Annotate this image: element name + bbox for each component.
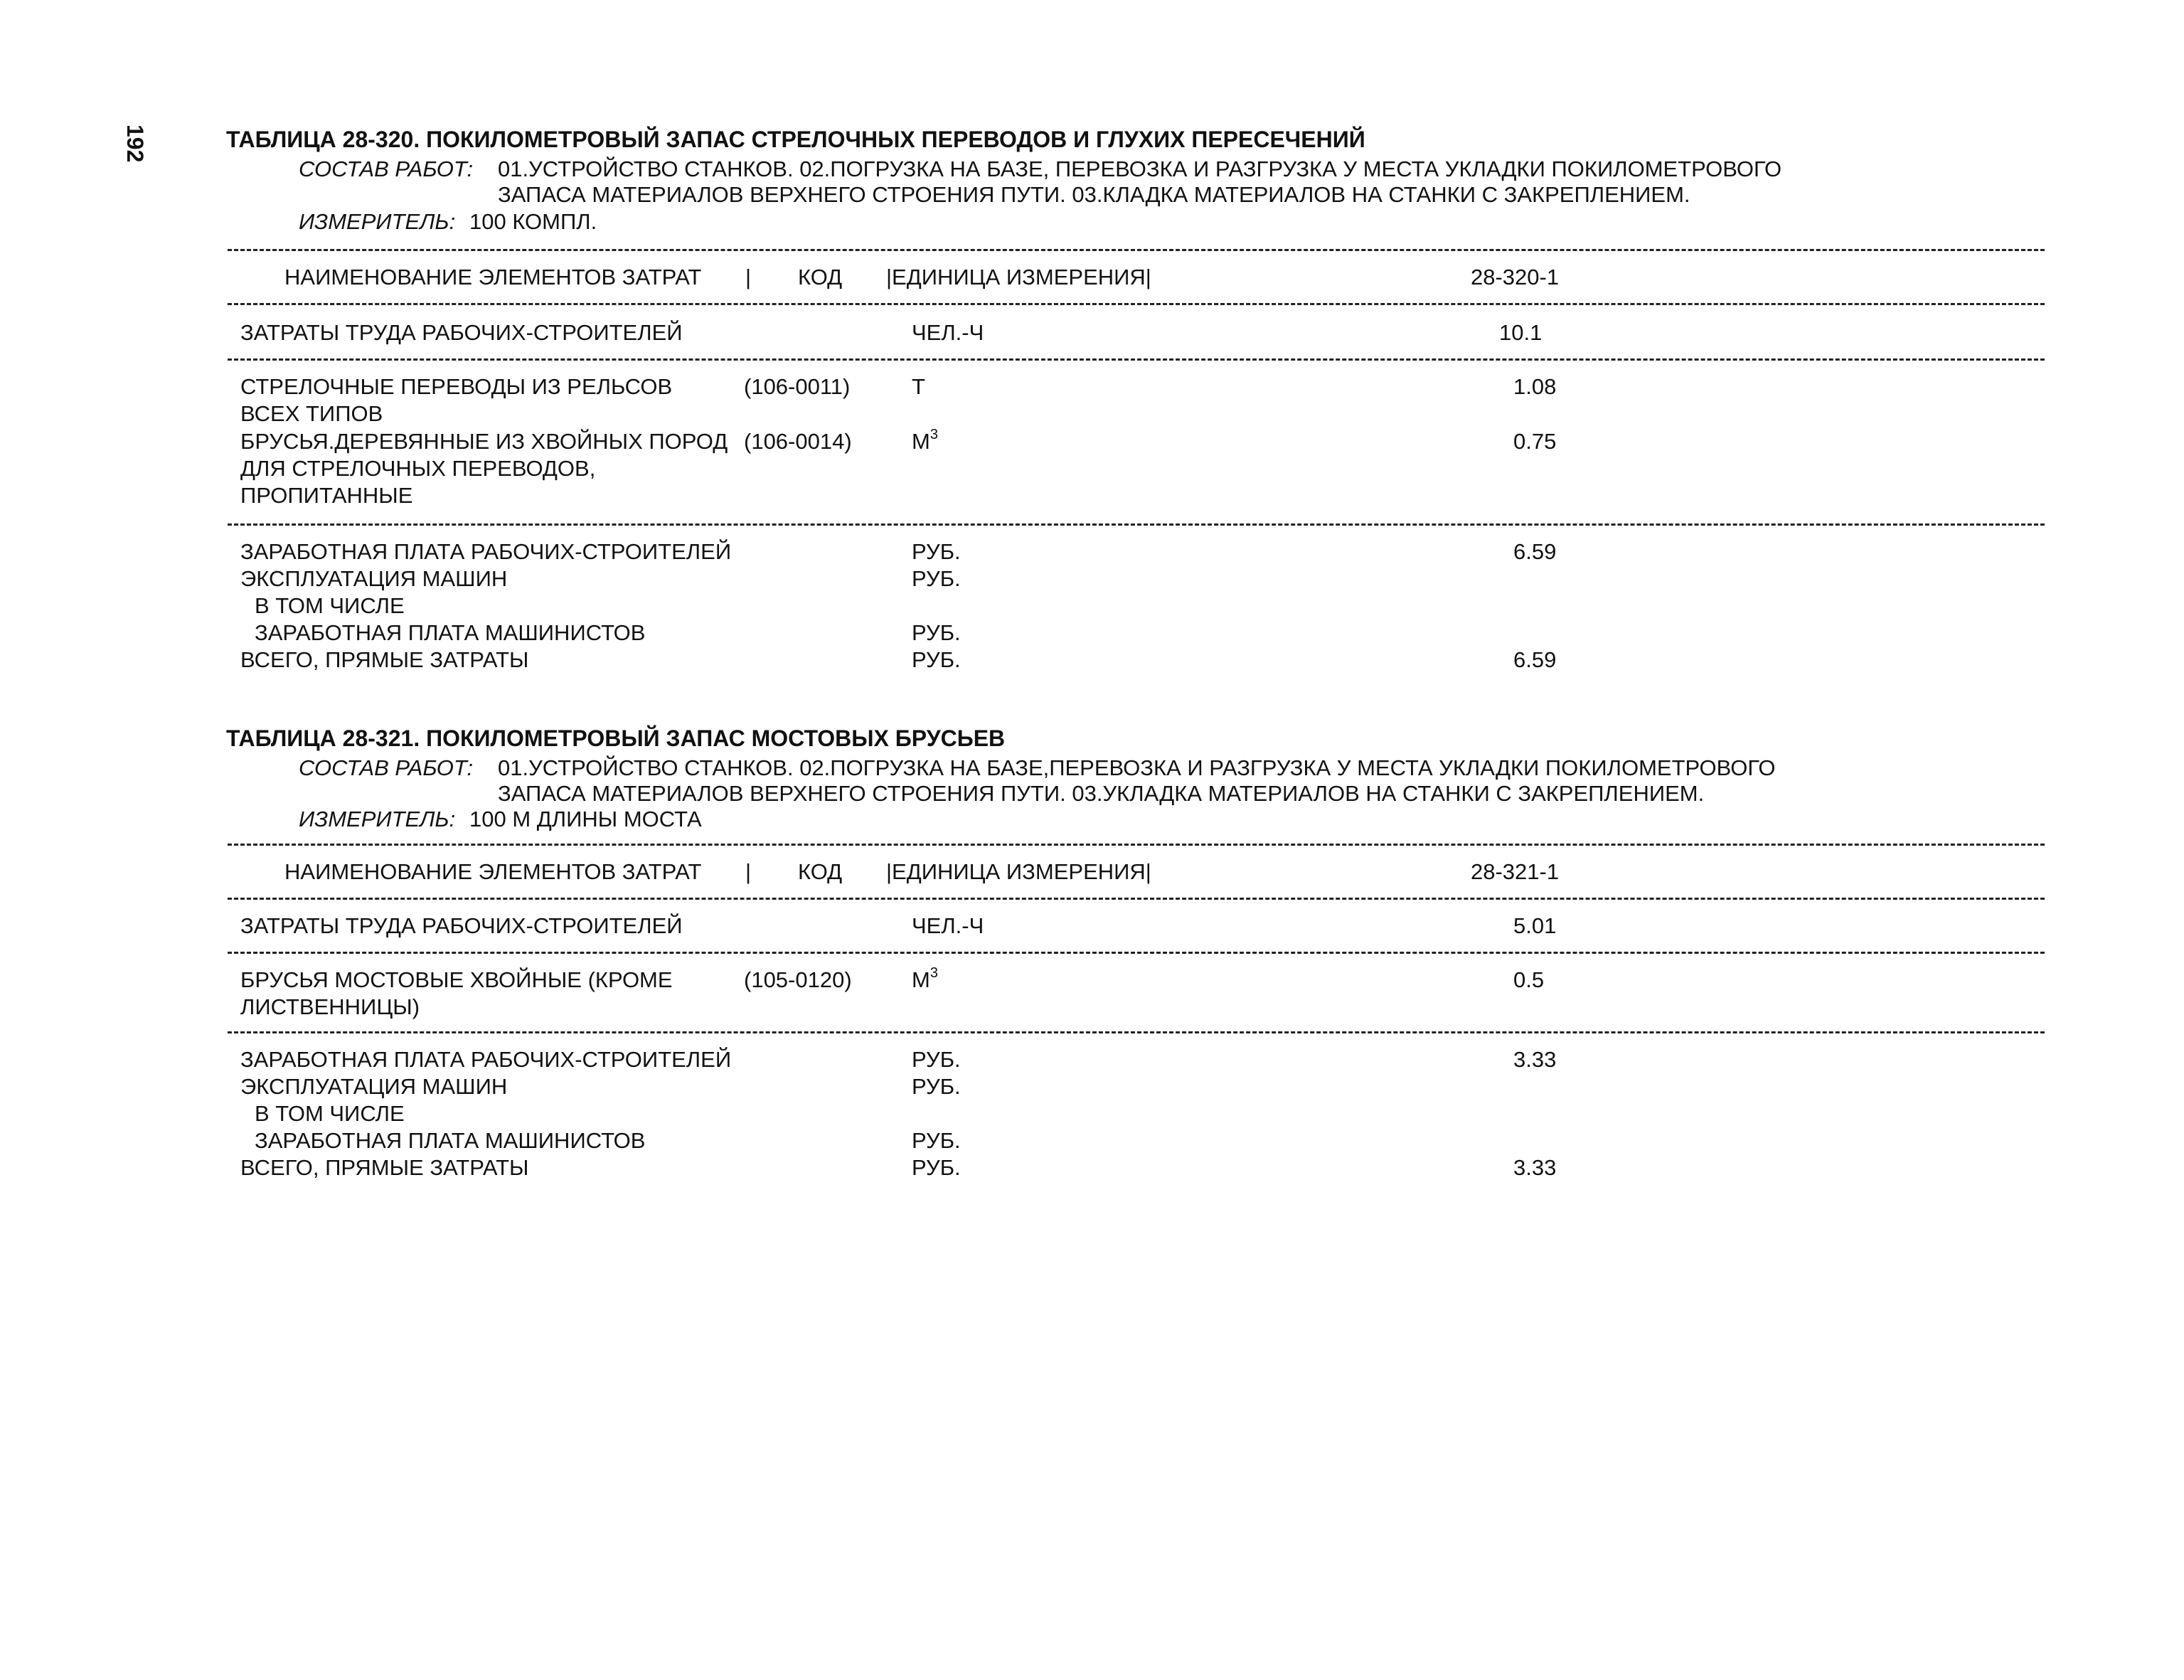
row-name: СТРЕЛОЧНЫЕ ПЕРЕВОДЫ ИЗ РЕЛЬСОВ	[240, 374, 673, 399]
work-composition-line: 01.УСТРОЙСТВО СТАНКОВ. 02.ПОГРУЗКА НА БАЗЕ, ПЕРЕВОЗКА И РАЗГРУЗКА У МЕСТА УКЛАДКИ ПОКИЛОМЕТРОВОГО	[498, 156, 1782, 181]
row-unit: ЧЕЛ.-Ч	[912, 320, 984, 345]
row-unit: РУБ.	[912, 566, 961, 591]
divider	[228, 358, 2045, 361]
row-name: БРУСЬЯ МОСТОВЫЕ ХВОЙНЫЕ (КРОМЕ	[240, 967, 673, 992]
divider	[228, 303, 2045, 305]
header-norm-code: 28-320-1	[1471, 265, 1560, 289]
row-name: ДЛЯ СТРЕЛОЧНЫХ ПЕРЕВОДОВ,	[240, 456, 596, 481]
row-name: ВСЕГО, ПРЯМЫЕ ЗАТРАТЫ	[240, 647, 529, 672]
row-unit: $М^3$	[912, 965, 938, 992]
row-name: БРУСЬЯ.ДЕРЕВЯННЫЕ ИЗ ХВОЙНЫХ ПОРОД	[240, 429, 728, 454]
header-separator: |	[745, 265, 752, 289]
row-value: 6.59	[1513, 539, 1557, 564]
work-composition-line: ЗАПАСА МАТЕРИАЛОВ ВЕРХНЕГО СТРОЕНИЯ ПУТИ. 03.УКЛАДКА МАТЕРИАЛОВ НА СТАНКИ С ЗАКРЕПЛЕНИЕМ.	[498, 781, 1705, 806]
divider	[228, 898, 2045, 900]
header-separator: |	[745, 859, 752, 884]
row-value: 3.33	[1513, 1155, 1557, 1180]
row-value: 6.59	[1513, 647, 1557, 672]
row-name: ВСЕХ ТИПОВ	[240, 401, 383, 426]
measure-label: ИЗМЕРИТЕЛЬ:	[299, 209, 456, 234]
row-name: ЗАРАБОТНАЯ ПЛАТА РАБОЧИХ-СТРОИТЕЛЕЙ	[240, 539, 732, 564]
row-name: ВСЕГО, ПРЯМЫЕ ЗАТРАТЫ	[240, 1155, 529, 1180]
row-name: ЗАРАБОТНАЯ ПЛАТА МАШИНИСТОВ	[255, 1128, 646, 1153]
row-unit: $М^3$	[912, 427, 938, 454]
header-code: КОД	[798, 265, 843, 289]
divider	[228, 523, 2045, 526]
measure-label: ИЗМЕРИТЕЛЬ:	[299, 807, 456, 831]
row-value: 10.1	[1499, 320, 1543, 345]
header-name: НАИМЕНОВАНИЕ ЭЛЕМЕНТОВ ЗАТРАТ	[284, 265, 702, 289]
row-unit: РУБ.	[912, 1047, 961, 1072]
row-value: 5.01	[1513, 913, 1557, 938]
header-code: КОД	[798, 859, 843, 884]
row-value: 0.5	[1513, 967, 1545, 992]
header-unit: |ЕДИНИЦА ИЗМЕРЕНИЯ|	[886, 265, 1151, 289]
row-code: (105-0120)	[744, 967, 852, 992]
work-composition-line: 01.УСТРОЙСТВО СТАНКОВ. 02.ПОГРУЗКА НА БАЗЕ,ПЕРЕВОЗКА И РАЗГРУЗКА У МЕСТА УКЛАДКИ ПОКИЛОМЕТРОВОГО	[498, 755, 1776, 780]
row-value: 3.33	[1513, 1047, 1557, 1072]
row-name: ЗАРАБОТНАЯ ПЛАТА МАШИНИСТОВ	[255, 620, 646, 645]
row-name: ЗАТРАТЫ ТРУДА РАБОЧИХ-СТРОИТЕЛЕЙ	[240, 320, 683, 345]
page-number: 192	[122, 124, 148, 163]
divider	[228, 1031, 2045, 1033]
row-name: ЗАТРАТЫ ТРУДА РАБОЧИХ-СТРОИТЕЛЕЙ	[240, 913, 683, 938]
divider	[228, 249, 2045, 251]
table-title: ТАБЛИЦА 28-321. ПОКИЛОМЕТРОВЫЙ ЗАПАС МОСТОВЫХ БРУСЬЕВ	[226, 725, 1006, 751]
row-value: 0.75	[1513, 429, 1557, 454]
row-name: В ТОМ ЧИСЛЕ	[255, 593, 405, 618]
header-unit: |ЕДИНИЦА ИЗМЕРЕНИЯ|	[886, 859, 1151, 884]
row-name: ЭКСПЛУАТАЦИЯ МАШИН	[240, 566, 508, 591]
row-unit: РУБ.	[912, 1074, 961, 1099]
measure-value: 100 КОМПЛ.	[469, 209, 597, 234]
row-unit: РУБ.	[912, 1128, 961, 1153]
row-unit: РУБ.	[912, 620, 961, 645]
measure-value: 100 М ДЛИНЫ МОСТА	[469, 807, 702, 831]
row-unit: РУБ.	[912, 1155, 961, 1180]
row-name: ЭКСПЛУАТАЦИЯ МАШИН	[240, 1074, 508, 1099]
divider	[228, 844, 2045, 846]
header-norm-code: 28-321-1	[1471, 859, 1560, 884]
row-unit: Т	[912, 374, 925, 399]
row-name: ЛИСТВЕННИЦЫ)	[240, 994, 420, 1019]
row-code: (106-0014)	[744, 429, 852, 454]
row-name: В ТОМ ЧИСЛЕ	[255, 1101, 405, 1126]
row-name: ПРОПИТАННЫЕ	[240, 483, 413, 508]
work-composition-label: СОСТАВ РАБОТ:	[299, 755, 474, 780]
work-composition-line: ЗАПАСА МАТЕРИАЛОВ ВЕРХНЕГО СТРОЕНИЯ ПУТИ. 03.КЛАДКА МАТЕРИАЛОВ НА СТАНКИ С ЗАКРЕПЛЕНИЕМ.	[498, 182, 1690, 207]
row-unit: РУБ.	[912, 539, 961, 564]
work-composition-label: СОСТАВ РАБОТ:	[299, 156, 474, 181]
header-name: НАИМЕНОВАНИЕ ЭЛЕМЕНТОВ ЗАТРАТ	[284, 859, 702, 884]
divider	[228, 952, 2045, 954]
row-value: 1.08	[1513, 374, 1557, 399]
table-title: ТАБЛИЦА 28-320. ПОКИЛОМЕТРОВЫЙ ЗАПАС СТРЕЛОЧНЫХ ПЕРЕВОДОВ И ГЛУХИХ ПЕРЕСЕЧЕНИЙ	[226, 127, 1365, 152]
row-unit: РУБ.	[912, 647, 961, 672]
row-code: (106-0011)	[744, 374, 851, 399]
row-unit: ЧЕЛ.-Ч	[912, 913, 984, 938]
row-name: ЗАРАБОТНАЯ ПЛАТА РАБОЧИХ-СТРОИТЕЛЕЙ	[240, 1047, 732, 1072]
